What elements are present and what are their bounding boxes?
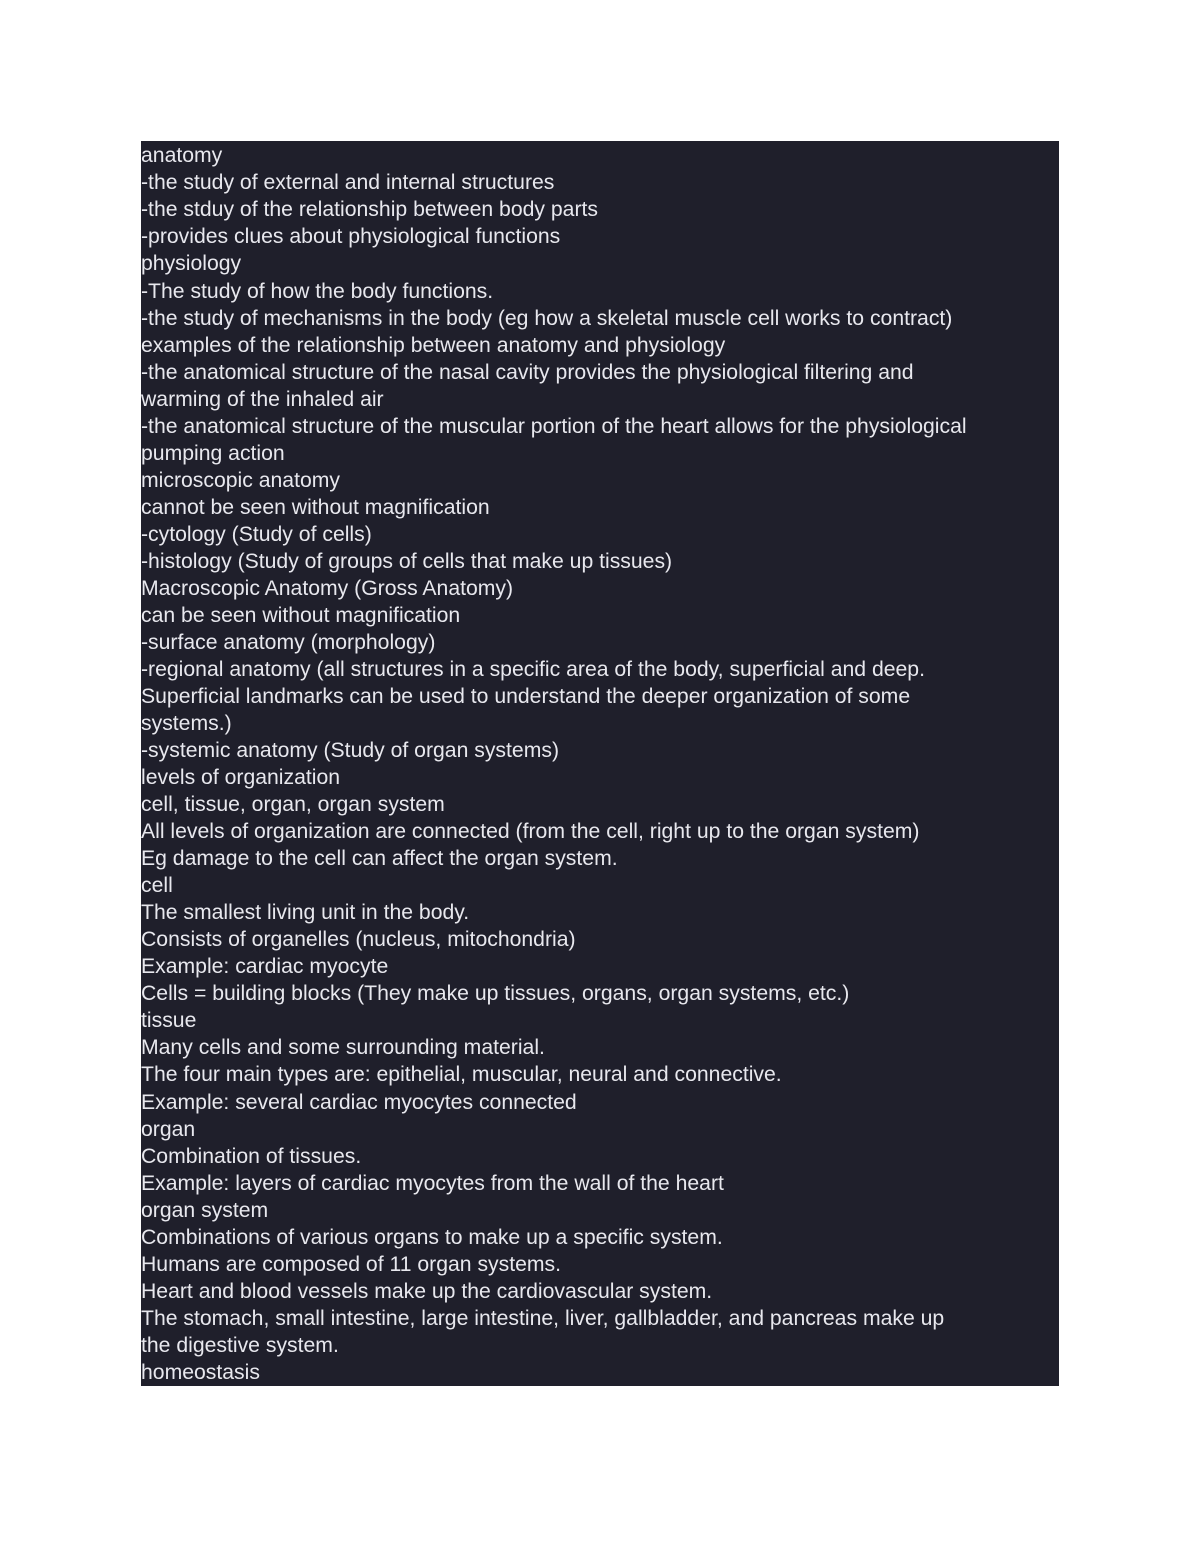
text-line: -the stduy of the relationship between body parts xyxy=(141,198,598,221)
text-line: -the study of mechanisms in the body (eg how a skeletal muscle cell works to contract) xyxy=(141,307,953,330)
text-line: The four main types are: epithelial, muscular, neural and connective. xyxy=(141,1063,782,1086)
heading-tissue: tissue xyxy=(141,1009,197,1032)
text-line: Humans are composed of 11 organ systems. xyxy=(141,1253,562,1276)
text-line: -histology (Study of groups of cells that make up tissues) xyxy=(141,550,673,573)
text-line: Example: cardiac myocyte xyxy=(141,955,389,978)
text-line: the digestive system. xyxy=(141,1334,339,1357)
heading-anatomy: anatomy xyxy=(141,144,223,167)
text-line: -cytology (Study of cells) xyxy=(141,523,372,546)
text-line: Combinations of various organs to make up a specific system. xyxy=(141,1226,723,1249)
notes-block xyxy=(141,141,1059,1386)
text-line: pumping action xyxy=(141,442,285,465)
text-line: cannot be seen without magnification xyxy=(141,496,490,519)
heading-homeostasis: homeostasis xyxy=(141,1361,260,1384)
text-line: Cells = building blocks (They make up tissues, organs, organ systems, etc.) xyxy=(141,982,850,1005)
text-line: -systemic anatomy (Study of organ systems) xyxy=(141,739,559,762)
text-line: -provides clues about physiological functions xyxy=(141,225,561,248)
text-line: All levels of organization are connected (from the cell, right up to the organ system) xyxy=(141,820,920,843)
heading-organ-system: organ system xyxy=(141,1199,269,1222)
text-line: Superficial landmarks can be used to understand the deeper organization of some xyxy=(141,685,911,708)
text-line: can be seen without magnification xyxy=(141,604,461,627)
text-line: Example: layers of cardiac myocytes from the wall of the heart xyxy=(141,1172,724,1195)
text-line: The stomach, small intestine, large intestine, liver, gallbladder, and pancreas make up xyxy=(141,1307,945,1330)
text-line: -regional anatomy (all structures in a specific area of the body, superficial and deep. xyxy=(141,658,925,681)
text-line: -surface anatomy (morphology) xyxy=(141,631,436,654)
text-line: -The study of how the body functions. xyxy=(141,280,494,303)
text-line: -the anatomical structure of the nasal cavity provides the physiological filtering and xyxy=(141,361,914,384)
text-line: cell, tissue, organ, organ system xyxy=(141,793,445,816)
heading-physiology: physiology xyxy=(141,252,242,275)
heading-organ: organ xyxy=(141,1118,196,1141)
heading-macroscopic-anatomy: Macroscopic Anatomy (Gross Anatomy) xyxy=(141,577,514,600)
text-line: Eg damage to the cell can affect the organ system. xyxy=(141,847,618,870)
text-line: Example: several cardiac myocytes connected xyxy=(141,1091,577,1114)
text-line: The smallest living unit in the body. xyxy=(141,901,470,924)
text-line: systems.) xyxy=(141,712,232,735)
text-line: Consists of organelles (nucleus, mitochondria) xyxy=(141,928,576,951)
text-line: Combination of tissues. xyxy=(141,1145,362,1168)
heading-levels-of-organization: levels of organization xyxy=(141,766,341,789)
heading-microscopic-anatomy: microscopic anatomy xyxy=(141,469,340,492)
text-line: Many cells and some surrounding material. xyxy=(141,1036,545,1059)
text-line: Heart and blood vessels make up the cardiovascular system. xyxy=(141,1280,713,1303)
heading-examples: examples of the relationship between anatomy and physiology xyxy=(141,334,726,357)
text-line: warming of the inhaled air xyxy=(141,388,384,411)
text-line: -the anatomical structure of the muscular portion of the heart allows for the physiological xyxy=(141,415,967,438)
heading-cell: cell xyxy=(141,874,173,897)
text-line: -the study of external and internal structures xyxy=(141,171,555,194)
